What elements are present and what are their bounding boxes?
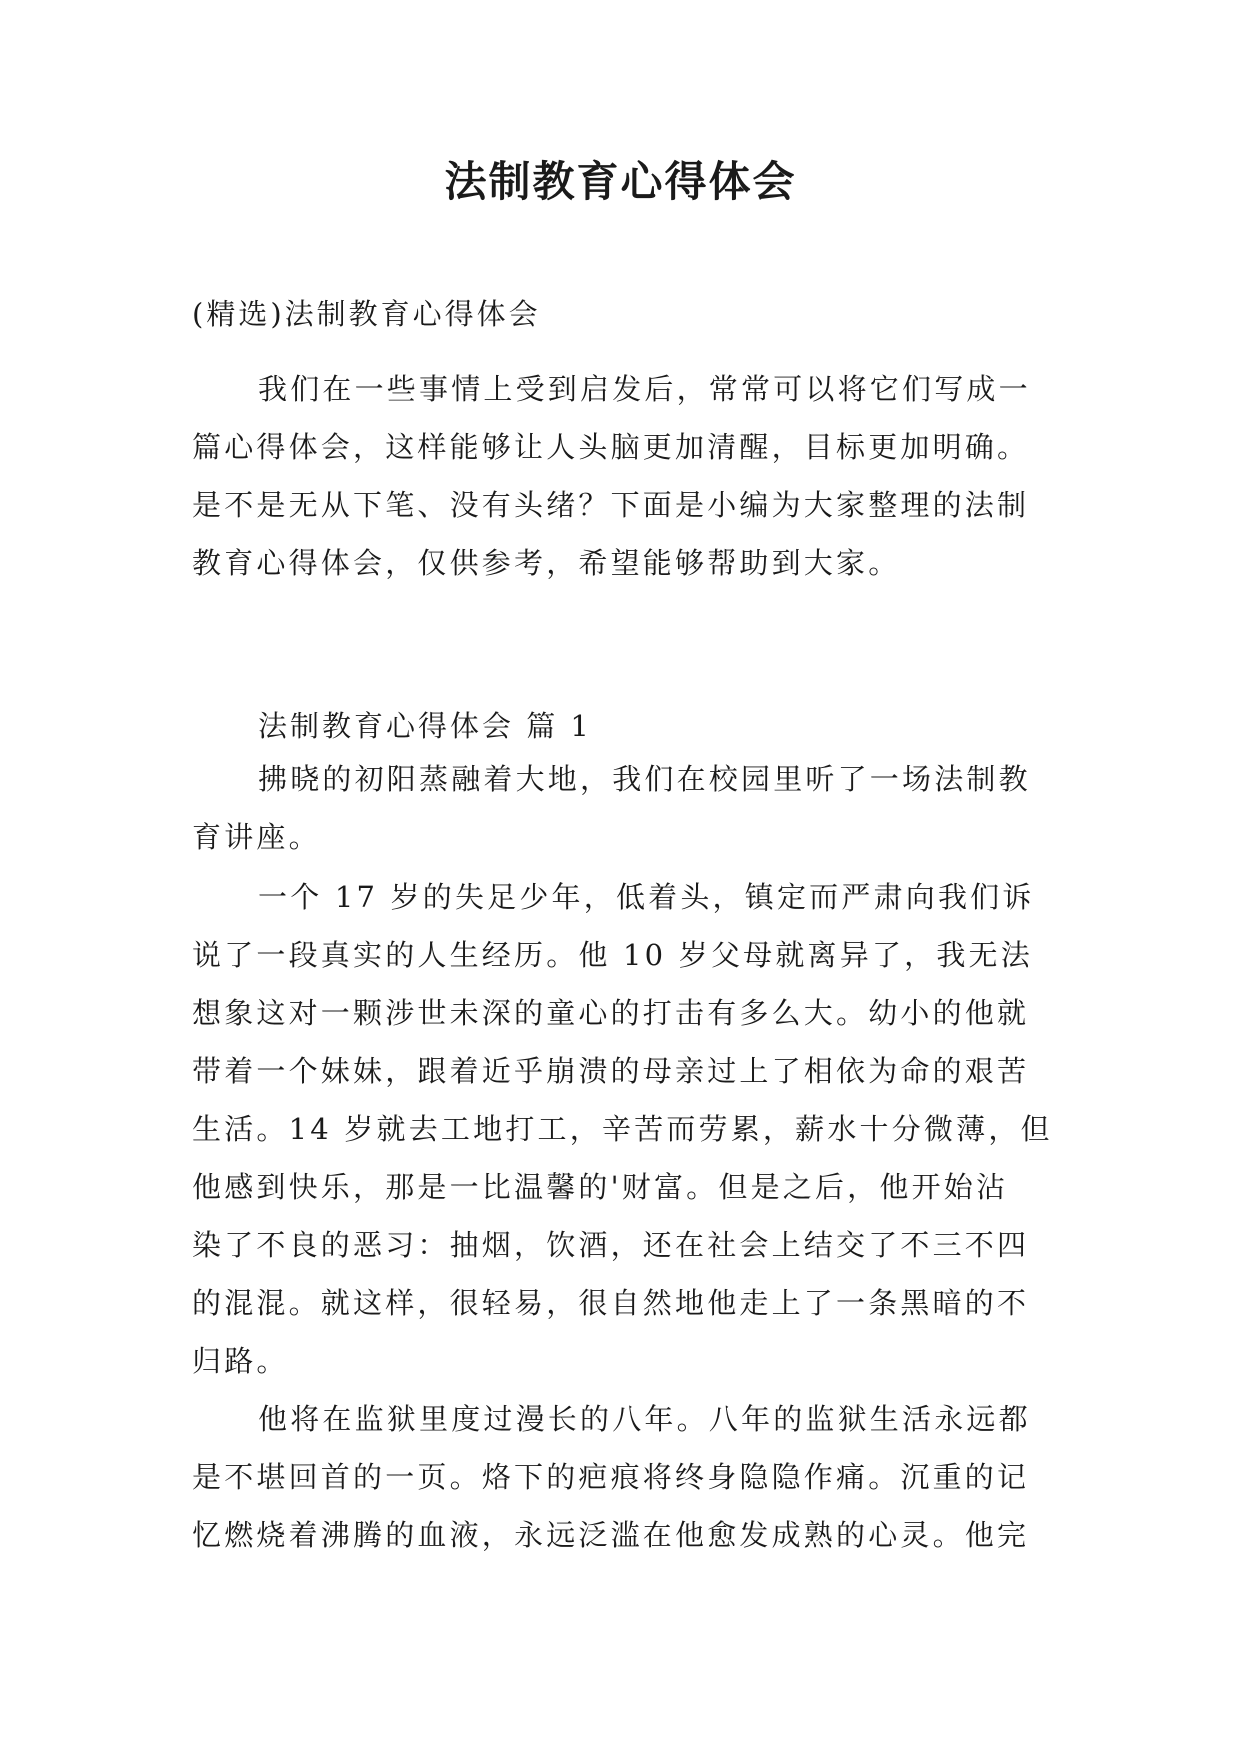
section-heading: 法制教育心得体会 篇 1 xyxy=(258,709,592,743)
paragraph-line: 说了一段真实的人生经历。他 10 岁父母就离异了，我无法 xyxy=(192,938,1033,972)
paragraph-line: 想象这对一颗涉世未深的童心的打击有多么大。幼小的他就 xyxy=(192,996,1030,1030)
paragraph-3 xyxy=(192,1390,1062,1564)
intro-line: 是不是无从下笔、没有头绪？下面是小编为大家整理的法制 xyxy=(192,488,1030,522)
paragraph-line: 生活。14 岁就去工地打工，辛苦而劳累，薪水十分微薄，但 xyxy=(192,1112,1053,1146)
document-title: 法制教育心得体会 xyxy=(444,157,797,206)
paragraph-line: 拂晓的初阳蒸融着大地，我们在校园里听了一场法制教 xyxy=(258,762,1031,796)
paragraph-line: 是不堪回首的一页。烙下的疤痕将终身隐隐作痛。沉重的记 xyxy=(192,1460,1030,1494)
intro-line: 篇心得体会，这样能够让人头脑更加清醒，目标更加明确。 xyxy=(192,430,1030,464)
paragraph-2 xyxy=(192,868,1062,1390)
paragraph-line: 染了不良的恶习：抽烟，饮酒，还在社会上结交了不三不四 xyxy=(192,1228,1030,1262)
intro-line: 教育心得体会，仅供参考，希望能够帮助到大家。 xyxy=(192,546,901,580)
paragraph-line: 他将在监狱里度过漫长的八年。八年的监狱生活永远都 xyxy=(258,1402,1031,1436)
paragraph-line: 一个 17 岁的失足少年，低着头，镇定而严肃向我们诉 xyxy=(258,880,1035,914)
paragraph-line: 的混混。就这样，很轻易，很自然地他走上了一条黑暗的不 xyxy=(192,1286,1030,1320)
paragraph-line: 他感到快乐，那是一比温馨的'财富。但是之后，他开始沾 xyxy=(192,1170,1009,1204)
paragraph-line: 带着一个妹妹，跟着近乎崩溃的母亲过上了相依为命的艰苦 xyxy=(192,1054,1030,1088)
paragraph-1 xyxy=(192,750,1062,866)
paragraph-line: 归路。 xyxy=(192,1344,289,1378)
paragraph-line: 育讲座。 xyxy=(192,820,321,854)
document-subtitle: (精选)法制教育心得体会 xyxy=(192,297,541,331)
intro-paragraph xyxy=(192,360,1062,592)
intro-line: 我们在一些事情上受到启发后，常常可以将它们写成一 xyxy=(258,372,1031,406)
paragraph-line: 忆燃烧着沸腾的血液，永远泛滥在他愈发成熟的心灵。他完 xyxy=(192,1518,1030,1552)
